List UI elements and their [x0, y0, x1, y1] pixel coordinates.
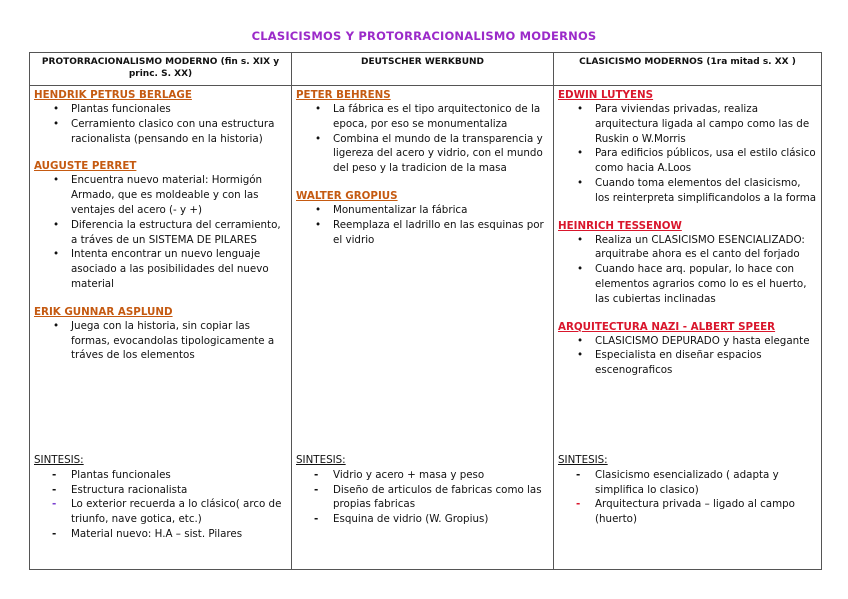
author-tessenow: HEINRICH TESSENOW: [558, 219, 682, 232]
list-speer: [558, 334, 817, 378]
list-item: - Material nuevo: H.A – sist. Pilares: [71, 527, 287, 542]
list-item: • Juega con la historia, sin copiar las formas, evocandolas tipologicamente a tráves de los elementos: [71, 319, 287, 363]
comparison-table: [29, 52, 822, 570]
list-item: - Clasicismo esencializado ( adapta y simplifica lo clasico): [595, 468, 817, 498]
list-item: • Intenta encontrar un nuevo lenguaje asociado a las posibilidades del nuevo material: [71, 247, 287, 291]
list-item: • Cerramiento clasico con una estructura racionalista (pensando en la historia): [71, 117, 287, 147]
list-item: • La fábrica es el tipo arquitectonico de la epoca, por eso se monumentaliza: [333, 102, 549, 132]
list-behrens: [296, 102, 549, 176]
header-protorracionalismo: PROTORRACIONALISMO MODERNO (fin s. XIX y princ. S. XX): [30, 53, 292, 86]
list-item: • Plantas funcionales: [71, 102, 287, 117]
list-item: • Cuando hace arq. popular, lo hace con elementos agrarios como lo es el huerto, las cubiertas inclinadas: [595, 262, 817, 306]
synthesis-block: [34, 453, 287, 542]
list-item: - Arquitectura privada – ligado al campo (huerto): [595, 497, 817, 527]
list-item: • Para edificios públicos, usa el estilo clásico como hacia A.Loos: [595, 146, 817, 176]
synthesis-title: SINTESIS:: [296, 454, 346, 466]
synthesis-title: SINTESIS:: [34, 454, 84, 466]
author-lutyens: EDWIN LUTYENS: [558, 89, 654, 101]
list-item: • Realiza un CLASICISMO ESENCIALIZADO: arquitrabe ahora es el canto del forjado: [595, 233, 817, 263]
header-deutscher-werkbund: DEUTSCHER WERKBUND: [292, 53, 554, 86]
author-berlage: HENDRIK PETRUS BERLAGE: [34, 89, 192, 101]
author-perret: AUGUSTE PERRET: [34, 160, 137, 173]
list-gropius: [296, 203, 549, 247]
list-item: • Combina el mundo de la transparencia y ligereza del acero y vidrio, con el mundo del peso y la tradicion de la masa: [333, 132, 549, 176]
synthesis-block: [296, 453, 549, 527]
synthesis-title: SINTESIS:: [558, 454, 608, 466]
column-deutscher-werkbund: [292, 86, 554, 570]
list-item: - Plantas funcionales: [71, 468, 287, 483]
column-clasicismo: [554, 86, 822, 570]
list-item: - Estructura racionalista: [71, 483, 287, 498]
list-tessenow: [558, 233, 817, 307]
list-item: • Monumentalizar la fábrica: [333, 203, 549, 218]
list-item: • Reemplaza el ladrillo en las esquinas por el vidrio: [333, 218, 549, 248]
synthesis-block: [558, 453, 817, 527]
column-protorracionalismo: [30, 86, 292, 570]
synthesis-list: [296, 468, 549, 527]
synthesis-list: [34, 468, 287, 542]
synthesis-list: [558, 468, 817, 527]
list-item: • Especialista en diseñar espacios escenograficos: [595, 348, 817, 378]
list-item: • Diferencia la estructura del cerramiento, a tráves de un SISTEMA DE PILARES: [71, 218, 287, 248]
document-title: CLASICISMOS Y PROTORRACIONALISMO MODERNOS: [251, 29, 597, 43]
list-item: • Para viviendas privadas, realiza arquitectura ligada al campo como las de Ruskin o W.Morris: [595, 102, 817, 146]
list-asplund: [34, 319, 287, 363]
list-item: • Cuando toma elementos del clasicismo, los reinterpreta simplificandolos a la forma: [595, 176, 817, 206]
list-item: • Encuentra nuevo material: Hormigón Armado, que es moldeable y con las ventajes del acero (- y +): [71, 173, 287, 217]
list-item: - Diseño de articulos de fabricas como las propias fabricas: [333, 483, 549, 513]
list-berlage: [34, 102, 287, 146]
author-asplund: ERIK GUNNAR ASPLUND: [34, 305, 173, 318]
list-item: • CLASICISMO DEPURADO y hasta elegante: [595, 334, 817, 349]
list-item: - Vidrio y acero + masa y peso: [333, 468, 549, 483]
header-clasicismo: CLASICISMO MODERNOS (1ra mitad s. XX ): [554, 53, 822, 86]
author-behrens: PETER BEHRENS: [296, 89, 391, 101]
list-perret: [34, 173, 287, 291]
list-item: - Lo exterior recuerda a lo clásico( arco de triunfo, nave gotica, etc.): [71, 497, 287, 527]
author-gropius: WALTER GROPIUS: [296, 189, 398, 202]
list-lutyens: [558, 102, 817, 206]
author-speer: ARQUITECTURA NAZI - ALBERT SPEER: [558, 320, 776, 333]
list-item: - Esquina de vidrio (W. Gropius): [333, 512, 549, 527]
